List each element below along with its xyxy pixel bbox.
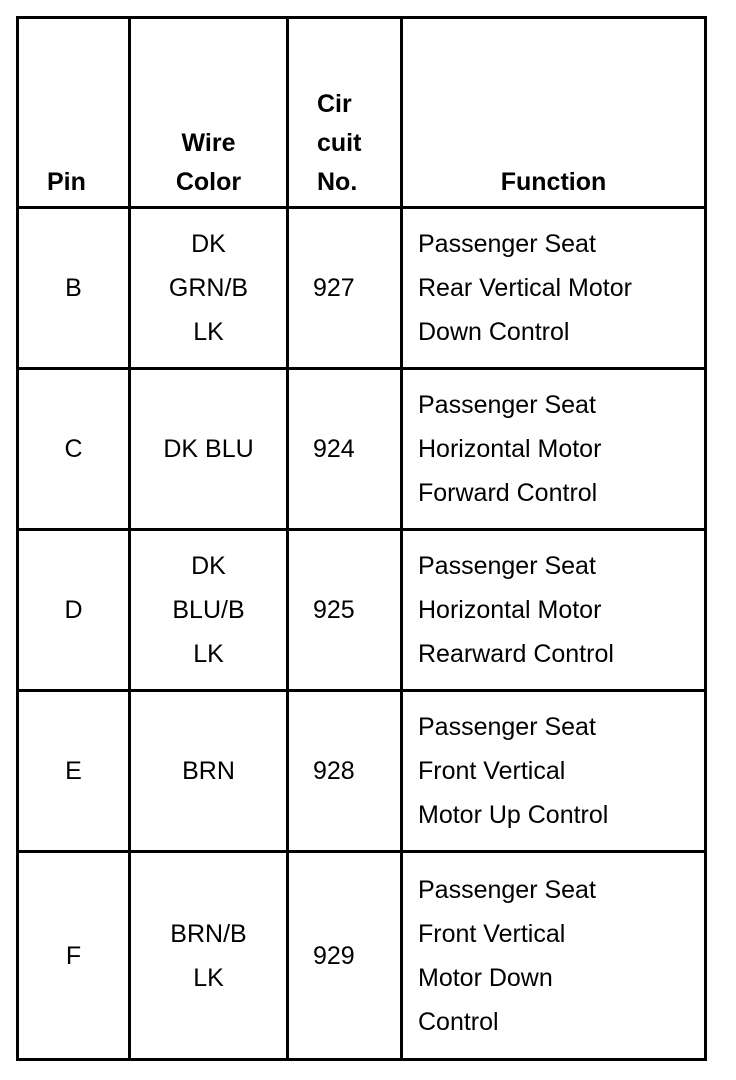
wire-color-cell <box>130 369 288 530</box>
header-row <box>18 18 706 208</box>
circuit-cell: 928 <box>288 691 402 852</box>
function-cell <box>402 369 706 530</box>
pin-cell: B <box>18 208 130 369</box>
wire-color-line: LK <box>193 640 224 668</box>
table-row <box>18 208 706 369</box>
wire-color-line: DK <box>191 552 226 580</box>
function-cell <box>402 530 706 691</box>
function-line: Passenger Seat <box>418 230 596 258</box>
function-line: Rear Vertical Motor <box>418 274 632 302</box>
function-line: Rearward Control <box>418 640 614 668</box>
function-line: Forward Control <box>418 479 598 507</box>
connector-pinout-table-wrapper <box>16 16 707 1061</box>
function-line: Control <box>418 1007 499 1036</box>
header-circuit-line: Cir <box>317 90 352 118</box>
wire-color-line: LK <box>193 318 224 346</box>
header-function: Function <box>402 18 706 208</box>
function-line: Passenger Seat <box>418 391 596 419</box>
table-row <box>18 691 706 852</box>
header-circuit-line: No. <box>317 168 358 196</box>
function-line: Horizontal Motor <box>418 596 602 624</box>
function-line: Horizontal Motor <box>418 435 602 463</box>
function-line: Front Vertical <box>418 757 566 785</box>
function-line: Passenger Seat <box>418 875 596 904</box>
circuit-cell: 927 <box>288 208 402 369</box>
table-row <box>18 852 706 1060</box>
circuit-cell: 925 <box>288 530 402 691</box>
wire-color-line: BRN <box>182 757 235 785</box>
header-circuit-no <box>288 18 402 208</box>
header-wire-color <box>130 18 288 208</box>
function-line: Passenger Seat <box>418 552 596 580</box>
header-wire-color-line: Color <box>175 168 242 196</box>
function-cell <box>402 208 706 369</box>
wire-color-cell <box>130 208 288 369</box>
function-cell <box>402 691 706 852</box>
function-line: Motor Down <box>418 963 553 992</box>
connector-pinout-table <box>16 16 707 1061</box>
header-wire-color-line: Wire <box>181 129 236 157</box>
wire-color-line: BRN/B <box>170 919 247 948</box>
circuit-cell: 929 <box>288 852 402 1060</box>
wire-color-cell <box>130 852 288 1060</box>
wire-color-line: DK BLU <box>163 435 254 463</box>
header-pin: Pin <box>18 18 130 208</box>
wire-color-line: DK <box>191 230 226 258</box>
wire-color-line: GRN/B <box>168 274 249 302</box>
function-line: Down Control <box>418 318 570 346</box>
function-line: Motor Up Control <box>418 801 609 829</box>
pin-cell: C <box>18 369 130 530</box>
wire-color-cell <box>130 530 288 691</box>
circuit-cell: 924 <box>288 369 402 530</box>
function-line: Passenger Seat <box>418 713 596 741</box>
pin-cell: E <box>18 691 130 852</box>
table-row <box>18 369 706 530</box>
function-cell <box>402 852 706 1060</box>
pin-cell: F <box>18 852 130 1060</box>
function-line: Front Vertical <box>418 919 566 948</box>
table-row <box>18 530 706 691</box>
pin-cell: D <box>18 530 130 691</box>
wire-color-cell <box>130 691 288 852</box>
wire-color-line: BLU/B <box>172 596 245 624</box>
header-circuit-line: cuit <box>317 129 362 157</box>
wire-color-line: LK <box>193 963 224 992</box>
